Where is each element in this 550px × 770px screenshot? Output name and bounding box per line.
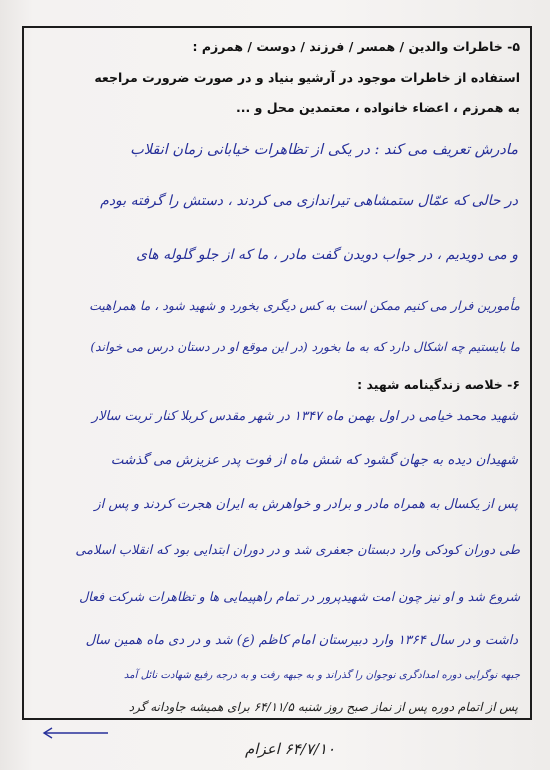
section-5-instruction-line-2: به همرزم ، اعضاء خانواده ، معتمدین محل و ... (235, 100, 520, 115)
form-border (22, 26, 532, 720)
memory-line: مأمورین فرار می کنیم ممکن است به کس دیگری بخورد و شهید شود ، ما همراهیت (89, 298, 520, 313)
bio-line: داشت و در سال ۱۳۶۴ وارد دبیرستان امام کاظم (ع) شد و در دی ماه همین سال (85, 633, 518, 648)
memory-line: در حالی که عمّال ستمشاهی تیراندازی می کردند ، دستش را گرفته بودم (100, 193, 518, 209)
left-arrow-icon (40, 726, 110, 740)
bio-line: شهید محمد خیامی در اول بهمن ماه ۱۳۴۷ در شهر مقدس کربلا کنار تربت سالار (91, 409, 518, 424)
bio-line: جبهه نوگرایی دوره امدادگری نوجوان را گذراند و به جبهه رفت و به درجه رفیع شهادت نائل آمد (123, 670, 520, 681)
section-6-heading: ۶- خلاصه زندگینامه شهید : (357, 377, 520, 392)
section-5-heading: ۵- خاطرات والدین / همسر / فرزند / دوست / همرزم : (192, 39, 520, 54)
memory-line: ما بایستیم چه اشکال دارد که به ما بخورد (در این موقع او در دستان درس می خواند) (90, 340, 520, 354)
bio-line: شهیدان دیده به جهان گشود که شش ماه از فوت پدر عزیزش می گذشت (110, 452, 518, 468)
bio-line: پس از اتمام دوره پس از نماز صبح روز شنبه ۶۴/۱۱/۵ برای همیشه جاودانه گرد (128, 700, 518, 714)
memory-line: و می دویدیم ، در جواب دویدن گفت مادر ، ما که از جلو گلوله های (136, 247, 518, 263)
bio-line: شروع شد و او نیز چون امت شهیدپرور در تمام راهپیمایی ها و تظاهرات شرکت فعال (79, 589, 520, 604)
dispatch-date-note: ۶۴/۷/۱۰ اعزام (244, 740, 335, 758)
section-5-instruction-line-1: استفاده از خاطرات موجود در آرشیو بنیاد و در صورت ضرورت مراجعه (94, 70, 520, 85)
memory-line: مادرش تعریف می کند : در یکی از تظاهرات خیابانی زمان انقلاب (130, 142, 518, 158)
bio-line: پس از یکسال به همراه مادر و برادر و خواهرش به ایران هجرت کردند و پس از (94, 497, 518, 512)
bio-line: طی دوران کودکی وارد دبستان جعفری شد و در دوران ابتدایی بود که انقلاب اسلامی (75, 543, 520, 558)
